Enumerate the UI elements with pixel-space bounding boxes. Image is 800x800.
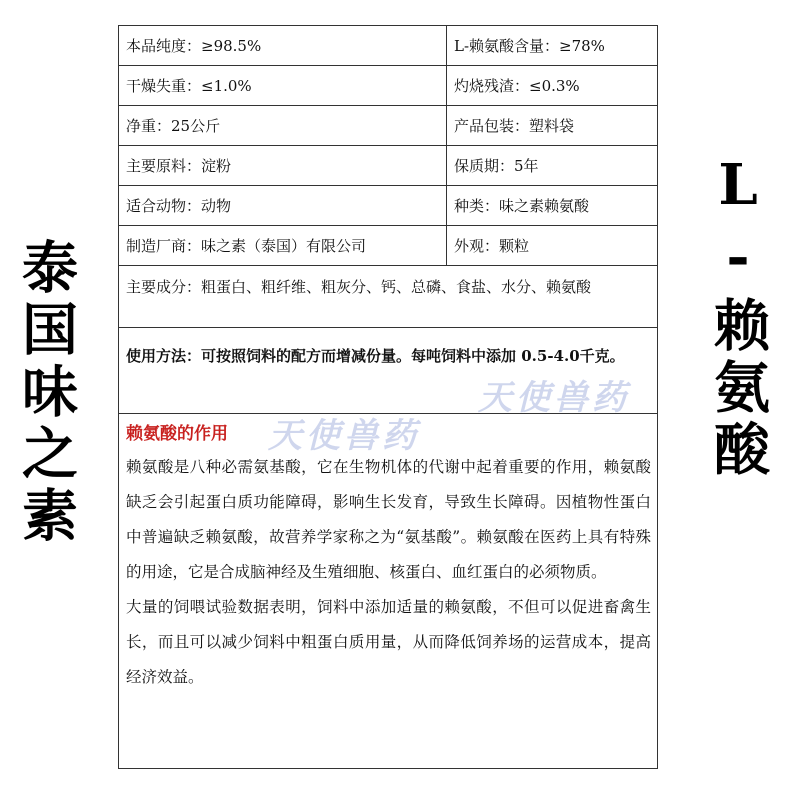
spec-cell-left: 制造厂商：味之素（泰国）有限公司 xyxy=(119,226,447,265)
spec-cell-left: 干燥失重：≤1.0% xyxy=(119,66,447,105)
spec-cell-left: 本品纯度：≥98.5% xyxy=(119,26,447,65)
spec-cell-right: 外观：颗粒 xyxy=(454,237,530,255)
description-section xyxy=(119,414,657,768)
spec-cell-right: 灼烧残渣：≤0.3% xyxy=(454,77,580,95)
spec-row xyxy=(119,26,657,66)
spec-cell-left: 适合动物：动物 xyxy=(119,186,447,225)
spec-row xyxy=(119,106,657,146)
spec-row xyxy=(119,226,657,266)
spec-cell-left: 主要原料：淀粉 xyxy=(119,146,447,185)
spec-cell-right: 种类：味之素赖氨酸 xyxy=(454,197,590,215)
description-paragraph: 大量的饲喂试验数据表明，饲料中添加适量的赖氨酸，不但可以促进畜禽生长，而且可以减少饲料中粗蛋白质用量，从而降低饲养场的运营成本，提高经济效益。 xyxy=(126,598,651,686)
ingredients-row xyxy=(119,266,657,328)
description-paragraph: 赖氨酸是八种必需氨基酸，它在生物机体的代谢中起着重要的作用，赖氨酸缺乏会引起蛋白质功能障碍，影响生长发育，导致生长障碍。因植物性蛋白中普遍缺乏赖氨酸，故营养学家称之为“氨基酸”。赖氨酸在医药上具有特殊的用途，它是合成脑神经及生殖细胞、核蛋白、血红蛋白的必须物质。 xyxy=(126,458,651,581)
section-title: 赖氨酸的作用 xyxy=(126,424,228,444)
usage-text: 使用方法：可按照饲料的配方而增减份量。每吨饲料中添加 0.5-4.0千克。 xyxy=(119,328,657,414)
side-title-left: 泰国味之素 xyxy=(13,238,79,548)
watermark: 天使兽药 xyxy=(268,416,420,456)
spec-cell-left: 净重：25公斤 xyxy=(119,106,447,145)
ingredients-text: 主要成分：粗蛋白、粗纤维、粗灰分、钙、总磷、食盐、水分、赖氨酸 xyxy=(126,278,592,296)
watermark: 天使兽药 xyxy=(478,378,630,418)
spec-row xyxy=(119,186,657,226)
spec-row xyxy=(119,66,657,106)
side-title-right: L-赖氨酸 xyxy=(705,152,771,482)
spec-row xyxy=(119,146,657,186)
spec-cell-right: 保质期：5年 xyxy=(454,157,539,175)
spec-cell-right: L-赖氨酸含量：≥78% xyxy=(454,37,605,55)
spec-cell-right: 产品包装：塑料袋 xyxy=(454,117,575,135)
spec-sheet xyxy=(118,25,658,769)
